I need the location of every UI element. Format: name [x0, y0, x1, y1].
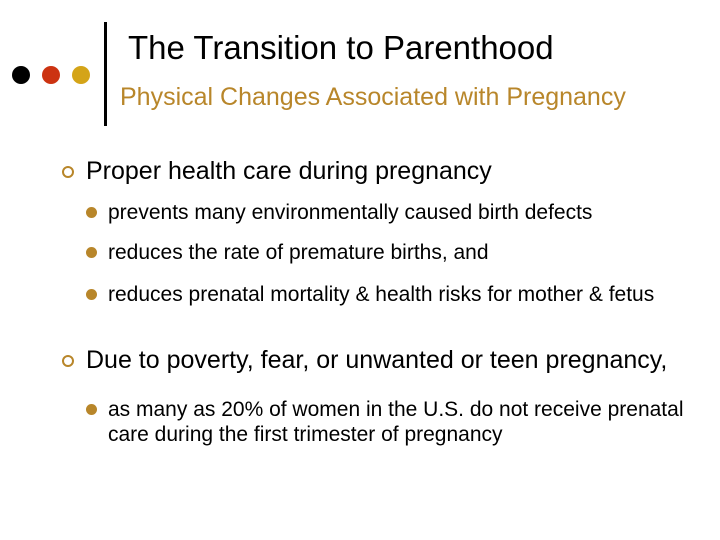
sub-bullet-text: reduces prenatal mortality & health risks for mother & fetus	[108, 283, 655, 306]
sub-bullet-text: reduces the rate of premature births, and	[108, 241, 489, 264]
level2-bullet-icon	[86, 247, 97, 258]
slide-title: The Transition to Parenthood	[128, 29, 554, 66]
gold-dot-icon	[72, 66, 90, 84]
level1-bullet-icon	[62, 166, 74, 178]
level2-bullet-icon	[86, 207, 97, 218]
sub-bullet-text: prevents many environmentally caused birth defects	[108, 201, 593, 224]
slide-subtitle: Physical Changes Associated with Pregnancy	[120, 83, 626, 111]
bullet-text: Proper health care during pregnancy	[86, 157, 492, 185]
level2-bullet-icon	[86, 404, 97, 415]
level1-bullet-icon	[62, 355, 74, 367]
level2-bullet-icon	[86, 289, 97, 300]
title-divider	[104, 22, 107, 126]
black-dot-icon	[12, 66, 30, 84]
bullet-text: Due to poverty, fear, or unwanted or teen pregnancy,	[86, 346, 668, 374]
sub-bullet-text: as many as 20% of women in the U.S. do not receive prenatal care during the first trimester of pregnancy	[108, 398, 684, 446]
red-dot-icon	[42, 66, 60, 84]
